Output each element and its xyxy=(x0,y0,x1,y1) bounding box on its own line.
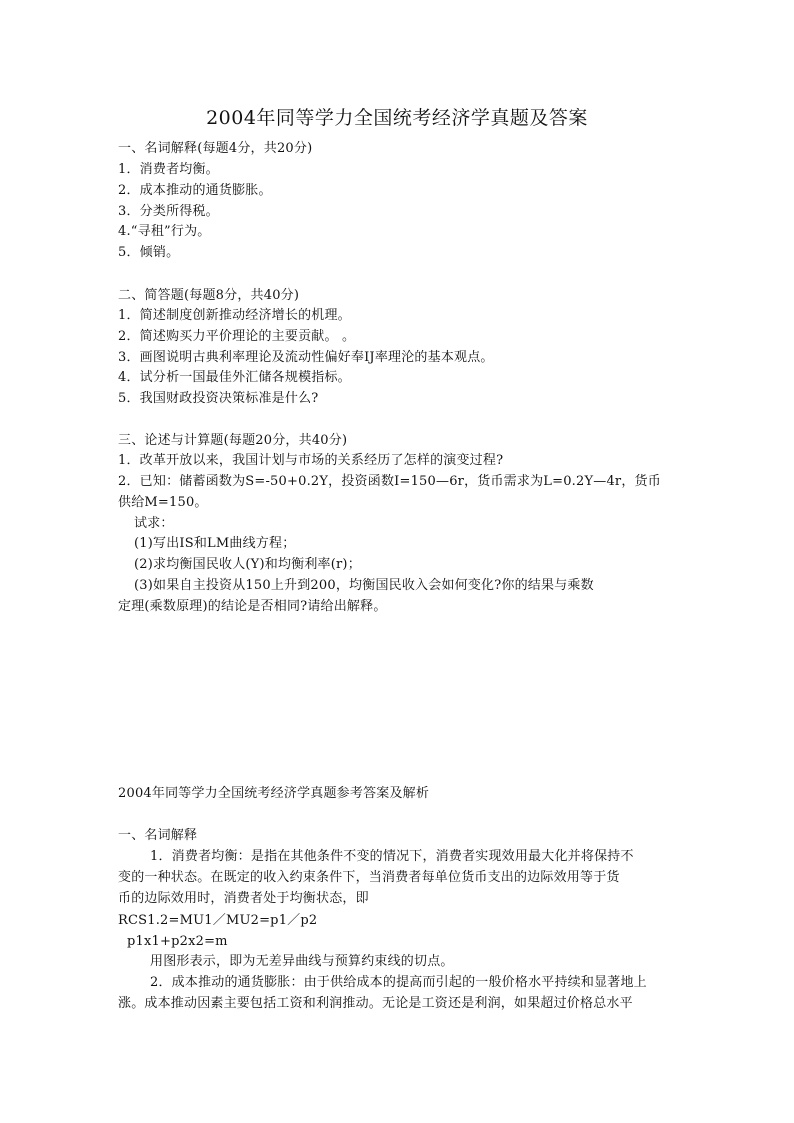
section3-question-2-line1: 2．已知：储蓄函数为S=-50+0.2Y，投资函数I=150—6r，货币需求为L=0.2Y—4r，货币 xyxy=(118,474,661,489)
section3-ask-label: 试求： xyxy=(134,516,174,531)
answers-title: 2004年同等学力全国统考经济学真题参考答案及解析 xyxy=(118,786,430,801)
section1-heading: 一、名词解释(每题4分，共20分) xyxy=(118,141,313,156)
section3-question-2-line2: 供给M=150。 xyxy=(118,495,208,510)
answer-2-line1: 2．成本推动的通货膨胀：由于供给成本的提高而引起的一般价格水平持续和显著地上 xyxy=(150,975,647,990)
answer-1-line1: 1．消费者均衡：是指在其他条件不变的情况下，消费者实现效用最大化并将保持不 xyxy=(150,849,634,864)
section3-question-1: 1．改革开放以来，我国计划与市场的关系经历了怎样的演变过程? xyxy=(118,453,504,468)
section2-item-3: 3．画图说明古典利率理论及流动性偏好奉IJ率理沦的基本观点。 xyxy=(118,350,494,365)
section3-part-3-tail: 定理(乘数原理)的结论是否相同?请给出解释。 xyxy=(118,599,387,614)
section2-item-1: 1．简述制度创新推动经济增长的机理。 xyxy=(118,308,351,323)
page-title: 2004年同等学力全国统考经济学真题及答案 xyxy=(206,107,588,129)
answer-1-line3: 币的边际效用时，消费者处于均衡状态，即 xyxy=(118,891,369,906)
section2-item-5: 5．我国财政投资决策标准是什么? xyxy=(118,391,319,406)
section1-item-5: 5．倾销。 xyxy=(118,245,180,260)
answer-2-line2: 涨。成本推动因素主要包括工资和利润推动。无论是工资还是利润，如果超过价格总水平 xyxy=(118,996,633,1011)
section3-part-1: (1)写出IS和LM曲线方程； xyxy=(134,536,296,551)
section1-item-1: 1．消费者均衡。 xyxy=(118,162,219,177)
formula-2: p1x1+p2x2=m xyxy=(127,934,228,949)
answers-section1-heading: 一、名词解释 xyxy=(118,828,198,843)
section1-item-3: 3．分类所得税。 xyxy=(118,204,219,219)
section1-item-2: 2．成本推动的通货膨胀。 xyxy=(118,183,272,198)
answer-1-tail: 用图形表示，即为无差异曲线与预算约束线的切点。 xyxy=(150,954,454,969)
section2-item-2: 2．简述购买力平价理论的主要贡献。 。 xyxy=(118,329,356,344)
section1-item-4: 4.“寻租”行为。 xyxy=(118,224,211,239)
section3-part-3: (3)如果自主投资从150上升到200，均衡国民收入会如何变化?你的结果与乘数 xyxy=(134,578,594,593)
answer-1-line2: 变的一种状态。在既定的收入约束条件下，当消费者每单位货币支出的边际效用等于货 xyxy=(118,870,620,885)
section3-part-2: (2)求均衡国民收人(Y)和均衡利率(r)； xyxy=(134,557,361,572)
formula-1: RCS1.2=MU1／MU2=p1／p2 xyxy=(118,913,318,928)
section3-heading: 三、论述与计算题(每题20分，共40分) xyxy=(118,433,348,448)
section2-item-4: 4．试分析一国最佳外汇储各规模指标。 xyxy=(118,370,351,385)
section2-heading: 二、简答题(每题8分，共40分) xyxy=(118,288,300,303)
